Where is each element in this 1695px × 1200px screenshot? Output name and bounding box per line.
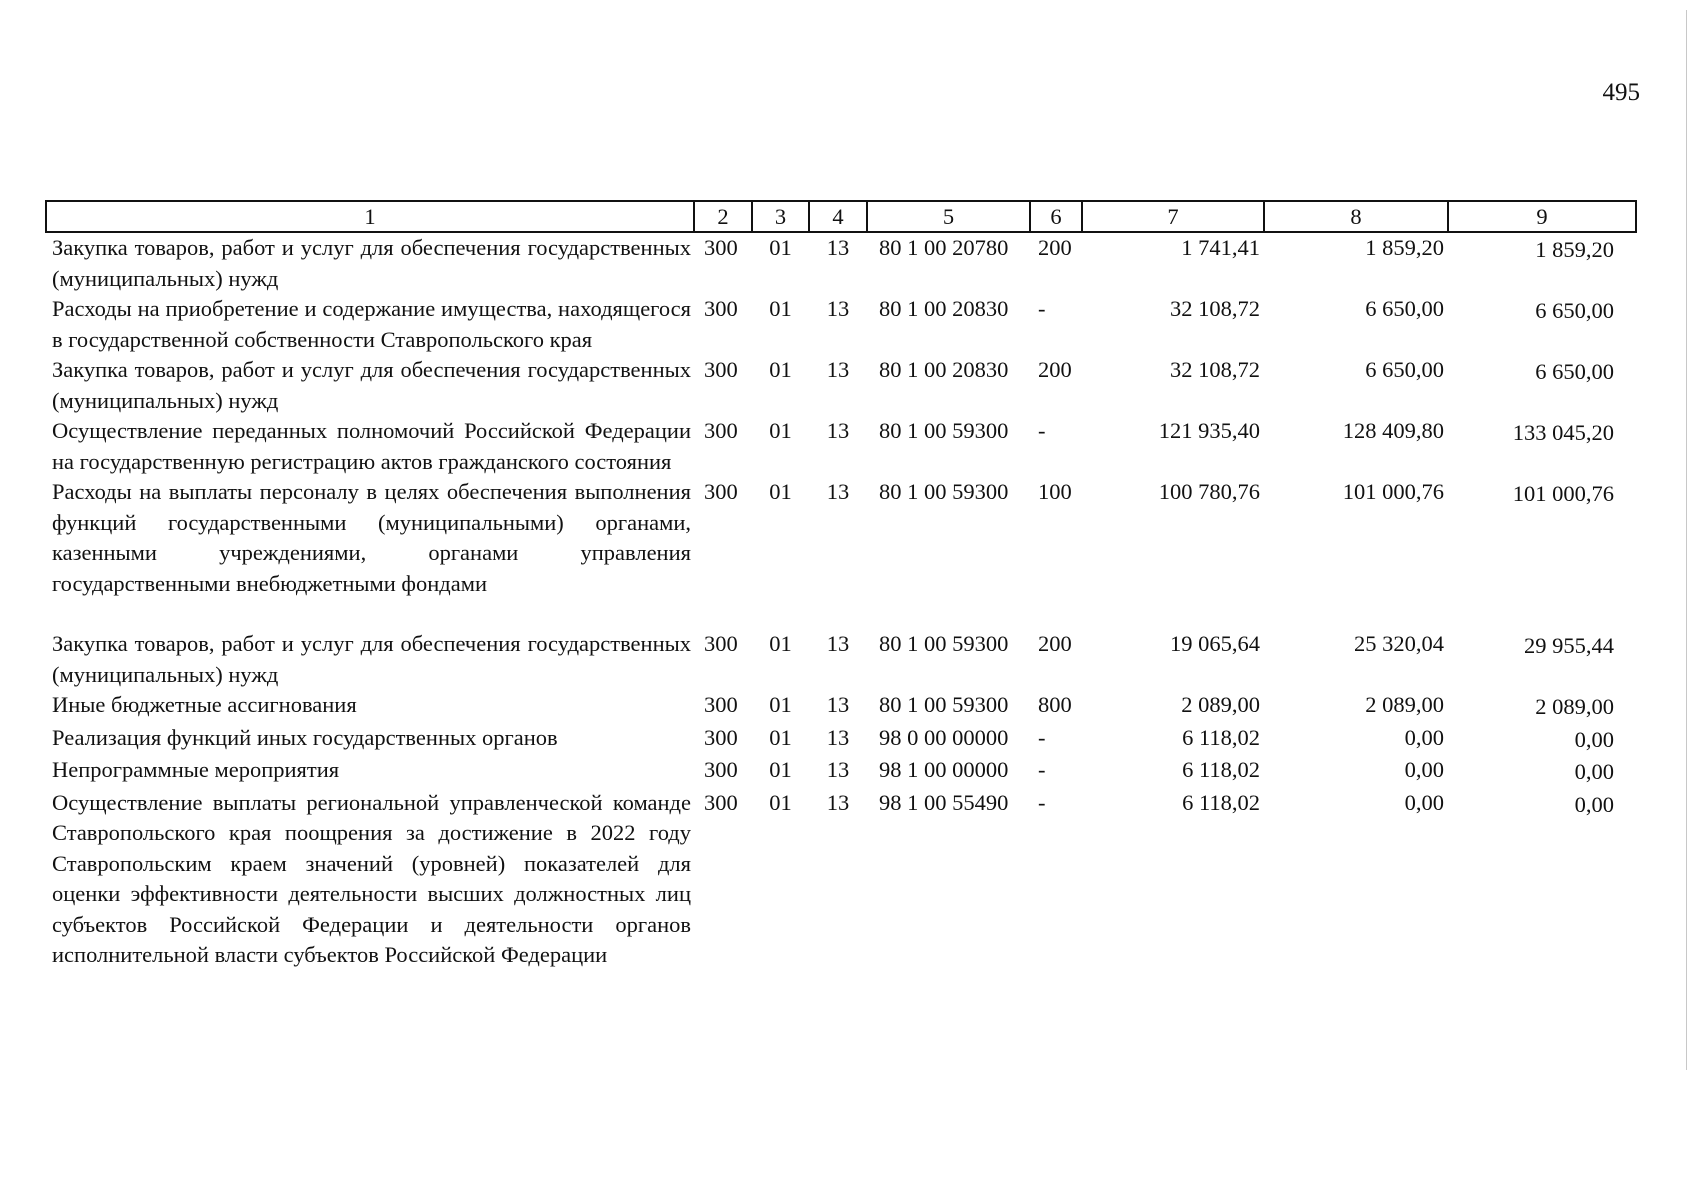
page-number: 495 — [1602, 79, 1640, 106]
column-numbers-row — [46, 201, 1636, 232]
cell-col4: 13 — [826, 789, 850, 815]
cell-col3: 01 — [769, 757, 792, 782]
table-row — [46, 690, 1636, 723]
cell-col7: 100 780,76 — [1158, 479, 1260, 504]
spacer-cell — [46, 599, 1636, 629]
table-row — [46, 416, 1636, 477]
column-header-6: 6 — [1030, 201, 1082, 232]
cell-col4: 13 — [826, 631, 850, 656]
cell-col6: 200 — [1038, 357, 1072, 382]
cell-col9: 1 859,20 — [1535, 237, 1614, 262]
cell-col6: - — [1038, 789, 1046, 815]
row-name: Закупка товаров, работ и услуг для обеспечения государственных (муниципальных) нужд — [52, 357, 691, 413]
table-row — [46, 755, 1636, 788]
cell-col8: 6 650,00 — [1365, 357, 1444, 382]
cell-col7: 6 118,02 — [1182, 724, 1260, 750]
row-name: Расходы на выплаты персоналу в целях обеспечения выполнения функций государственными (муниципальными) органами, казенными учреждениями, органами управления государственными внебюджетными фондами — [52, 479, 691, 596]
cell-col7: 1 741,41 — [1181, 235, 1260, 260]
row-name: Расходы на приобретение и содержание имущества, находящегося в государственной собственности Ставропольского края — [52, 296, 691, 352]
column-header-2: 2 — [694, 201, 752, 232]
table-row — [46, 629, 1636, 690]
cell-col6: 800 — [1038, 692, 1072, 717]
cell-col5: 80 1 00 59300 — [879, 692, 1009, 717]
cell-col8: 2 089,00 — [1365, 692, 1444, 717]
cell-col2: 300 — [704, 631, 738, 656]
cell-col2: 300 — [704, 757, 738, 782]
cell-col6: - — [1038, 724, 1046, 750]
cell-col7: 19 065,64 — [1170, 631, 1260, 656]
cell-col2: 300 — [704, 418, 738, 443]
cell-col5: 98 1 00 00000 — [879, 757, 1009, 782]
table-row — [46, 294, 1636, 355]
cell-col4: 13 — [826, 296, 850, 321]
column-header-5: 5 — [867, 201, 1030, 232]
cell-col2: 300 — [704, 296, 738, 321]
cell-col9: 2 089,00 — [1535, 694, 1614, 719]
cell-col9: 0,00 — [1574, 726, 1614, 752]
cell-col7: 32 108,72 — [1170, 296, 1260, 321]
cell-col6: 200 — [1038, 235, 1072, 260]
cell-col5: 80 1 00 20780 — [879, 235, 1009, 260]
cell-col2: 300 — [704, 357, 738, 382]
page-edge-line — [1686, 10, 1687, 1070]
cell-col5: 80 1 00 20830 — [879, 357, 1009, 382]
cell-col9: 29 955,44 — [1524, 633, 1614, 658]
cell-col4: 13 — [826, 479, 850, 504]
cell-col4: 13 — [826, 418, 850, 443]
row-name: Иные бюджетные ассигнования — [52, 692, 357, 717]
cell-col6: - — [1038, 296, 1046, 321]
cell-col3: 01 — [769, 789, 792, 815]
table-row — [46, 232, 1636, 294]
table-row — [46, 355, 1636, 416]
cell-col6: 100 — [1038, 479, 1072, 504]
cell-col8: 101 000,76 — [1342, 479, 1444, 504]
column-header-7: 7 — [1082, 201, 1264, 232]
cell-col9: 0,00 — [1574, 759, 1614, 784]
row-name: Осуществление переданных полномочий Российской Федерации на государственную регистрацию актов гражданского состояния — [52, 418, 691, 474]
cell-col8: 6 650,00 — [1365, 296, 1444, 321]
column-header-4: 4 — [809, 201, 867, 232]
cell-col4: 13 — [826, 357, 850, 382]
table-row — [46, 788, 1636, 971]
cell-col7: 32 108,72 — [1170, 357, 1260, 382]
cell-col3: 01 — [769, 235, 792, 260]
cell-col2: 300 — [704, 724, 738, 750]
cell-col5: 98 1 00 55490 — [879, 789, 1009, 815]
spacer-row — [46, 599, 1636, 629]
cell-col9: 133 045,20 — [1512, 420, 1614, 445]
table-row — [46, 477, 1636, 599]
cell-col9: 0,00 — [1574, 791, 1614, 817]
cell-col9: 6 650,00 — [1535, 359, 1614, 384]
cell-col8: 0,00 — [1404, 789, 1444, 815]
cell-col5: 80 1 00 59300 — [879, 418, 1009, 443]
row-name: Закупка товаров, работ и услуг для обеспечения государственных (муниципальных) нужд — [52, 631, 691, 687]
cell-col8: 128 409,80 — [1342, 418, 1444, 443]
cell-col9: 101 000,76 — [1512, 481, 1614, 506]
cell-col5: 80 1 00 59300 — [879, 479, 1009, 504]
cell-col3: 01 — [769, 296, 792, 321]
cell-col6: - — [1038, 418, 1046, 443]
column-header-8: 8 — [1264, 201, 1448, 232]
cell-col3: 01 — [769, 357, 792, 382]
cell-col8: 1 859,20 — [1365, 235, 1444, 260]
cell-col7: 6 118,02 — [1182, 789, 1260, 815]
cell-col4: 13 — [826, 692, 850, 717]
cell-col5: 80 1 00 20830 — [879, 296, 1009, 321]
cell-col5: 98 0 00 00000 — [879, 724, 1009, 750]
budget-table — [45, 200, 1637, 971]
row-name: Реализация функций иных государственных органов — [52, 724, 558, 750]
row-name: Закупка товаров, работ и услуг для обеспечения государственных (муниципальных) нужд — [52, 235, 691, 291]
row-name: Осуществление выплаты региональной управленческой команде Ставропольского края поощрения за достижение в 2022 году Ставропольским краем значений (уровней) показателей для оценки эффективности деятельности высших должностных лиц субъектов Российской Федерации и деятельности органов исполнительной власти субъектов Российской Федерации — [52, 789, 691, 967]
cell-col6: - — [1038, 757, 1046, 782]
cell-col7: 2 089,00 — [1181, 692, 1260, 717]
cell-col5: 80 1 00 59300 — [879, 631, 1009, 656]
cell-col4: 13 — [826, 235, 850, 260]
cell-col3: 01 — [769, 418, 792, 443]
cell-col9: 6 650,00 — [1535, 298, 1614, 323]
table-row — [46, 723, 1636, 756]
row-name: Непрограммные мероприятия — [52, 757, 340, 782]
cell-col3: 01 — [769, 724, 792, 750]
cell-col2: 300 — [704, 692, 738, 717]
column-header-1: 1 — [46, 201, 694, 232]
cell-col8: 0,00 — [1404, 757, 1444, 782]
cell-col2: 300 — [704, 235, 738, 260]
cell-col7: 121 935,40 — [1158, 418, 1260, 443]
cell-col7: 6 118,02 — [1182, 757, 1260, 782]
cell-col3: 01 — [769, 692, 792, 717]
cell-col3: 01 — [769, 631, 792, 656]
cell-col4: 13 — [826, 757, 850, 782]
cell-col3: 01 — [769, 479, 792, 504]
cell-col8: 25 320,04 — [1354, 631, 1444, 656]
cell-col2: 300 — [704, 789, 738, 815]
column-header-9: 9 — [1448, 201, 1636, 232]
cell-col6: 200 — [1038, 631, 1072, 656]
cell-col8: 0,00 — [1404, 724, 1444, 750]
cell-col4: 13 — [826, 724, 850, 750]
cell-col2: 300 — [704, 479, 738, 504]
column-header-3: 3 — [752, 201, 809, 232]
